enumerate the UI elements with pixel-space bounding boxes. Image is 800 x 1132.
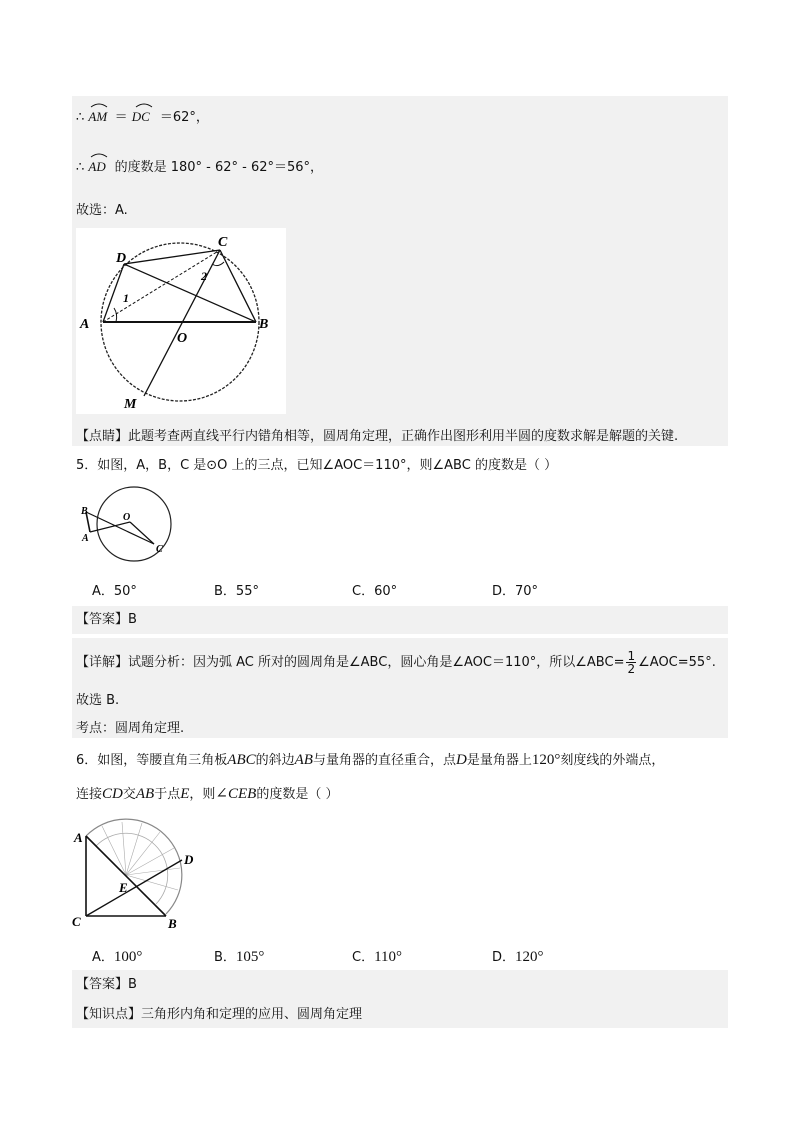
label-d: D: [116, 251, 127, 266]
segment-dc: [124, 250, 220, 264]
label-c: C: [218, 235, 228, 250]
q5-detail-pre: 【详解】试题分析：因为弧 AC 所对的圆周角是∠ABC，圆心角是∠AOC＝110°，所以∠ABC=: [76, 655, 625, 670]
q6-option-a[interactable]: [92, 946, 142, 966]
q6-stem-line-1: [76, 751, 664, 770]
arc-mark-icon: [135, 102, 153, 108]
q6-label-c: C: [72, 914, 81, 929]
circle-figure-prev: [76, 228, 286, 414]
option-letter: B．: [214, 950, 236, 965]
solution-line-2: [76, 158, 323, 177]
option-value: 105°: [235, 949, 265, 965]
q5-stem: 5．如图，A，B，C 是⊙O 上的三点，已知∠AOC＝110°，则∠ABC 的度数是（ ）: [76, 458, 558, 473]
q6-stem-text: 连接: [76, 787, 103, 802]
segment-db: [124, 264, 256, 322]
comment-line: 【点睛】此题考查两直线平行内错角相等，圆周角定理，正确作出图形利用半圆的度数求解是解题的关键.: [76, 429, 679, 444]
fraction-denominator: 2: [627, 662, 636, 676]
label-b: B: [259, 317, 269, 332]
arc-label-am: AM: [88, 109, 108, 124]
q6-math-cd: CD: [102, 786, 123, 802]
q5-detail: [76, 648, 716, 678]
option-letter: C．: [352, 950, 375, 965]
option-value: 100°: [113, 949, 143, 965]
q6-stem-text: 交: [122, 787, 136, 802]
q6-math-ceb: ∠CEB: [215, 786, 257, 802]
solution-line-1-tail: ＝62°，: [159, 110, 209, 125]
arc-label-ad: AD: [88, 159, 106, 174]
q6-segment-cd: [86, 860, 182, 916]
arc-mark-icon: [90, 102, 108, 108]
q6-math-120: 120°: [531, 752, 561, 768]
q5-option-b[interactable]: B．55°: [214, 584, 259, 599]
q6-math-ab: AB: [294, 752, 313, 768]
q5-segment-bc: [86, 512, 154, 544]
q5-label-c: C: [156, 544, 163, 555]
q6-label-e: E: [119, 880, 128, 895]
q6-figure: [72, 818, 202, 930]
q6-math-ab: AB: [135, 786, 155, 802]
solution-line-3: 故选：A.: [76, 203, 128, 218]
q5-answer: 【答案】B: [76, 612, 137, 627]
q6-answer: 【答案】B: [76, 977, 137, 992]
q6-label-b: B: [168, 916, 177, 930]
protractor-inner-arc: [96, 833, 168, 904]
solution-line-1: [76, 108, 209, 127]
label-angle-2: 2: [201, 269, 207, 283]
q6-label-a: A: [74, 830, 83, 845]
option-value: 110°: [374, 949, 403, 965]
q6-stem-text: 的斜边: [255, 753, 295, 768]
q6-option-c[interactable]: [352, 946, 402, 966]
equals-sign: ＝: [114, 110, 128, 125]
q5-label-b: B: [81, 506, 88, 517]
protractor-ticks: [102, 822, 180, 890]
q6-stem-line-2: [76, 785, 338, 804]
arc-mark-icon: [90, 152, 108, 158]
q6-math-d: D: [455, 752, 467, 768]
q5-figure: [78, 484, 186, 562]
solution-line-2-tail: 的度数是 180° - 62° - 62°＝56°，: [114, 160, 324, 175]
option-letter: D．: [492, 950, 516, 965]
q5-label-a: A: [82, 533, 89, 544]
therefore-symbol: ∴: [76, 110, 85, 125]
q6-math-abc: ABC: [227, 752, 256, 768]
q5-segment-oc: [130, 522, 154, 544]
protractor-outline: [86, 819, 182, 914]
q6-stem-text: 的度数是（ ）: [256, 787, 339, 802]
q6-label-d: D: [184, 852, 194, 867]
q5-option-d[interactable]: D．70°: [492, 584, 539, 599]
q6-option-d[interactable]: [492, 946, 544, 966]
label-m: M: [124, 397, 137, 412]
q6-math-e: E: [180, 786, 190, 802]
fraction-numerator: 1: [627, 649, 636, 663]
q6-stem-text: 刻度线的外端点，: [560, 753, 665, 768]
q5-kaodian: 考点：圆周角定理.: [76, 721, 185, 736]
q6-stem-text: 于点: [154, 787, 181, 802]
arc-label-dc: DC: [131, 109, 150, 124]
q5-option-a[interactable]: A．50°: [92, 584, 137, 599]
q6-stem-text: 6．如图，等腰直角三角板: [76, 753, 228, 768]
q6-stem-text: 是量角器上: [466, 753, 532, 768]
segment-cb: [220, 250, 256, 322]
label-o: O: [177, 331, 188, 346]
q6-option-b[interactable]: [214, 946, 264, 966]
q5-choose: 故选 B.: [76, 693, 120, 708]
therefore-symbol: ∴: [76, 160, 85, 175]
q6-stem-text: 与量角器的直径重合，点: [312, 753, 456, 768]
answer-shade-q5: [72, 606, 728, 634]
label-angle-1: 1: [123, 291, 129, 305]
option-letter: A．: [92, 950, 114, 965]
half-fraction: [626, 650, 636, 675]
q6-knowledge: 【知识点】三角形内角和定理的应用、圆周角定理: [76, 1007, 363, 1022]
option-value: 120°: [515, 949, 544, 965]
q5-detail-post: ∠AOC=55°.: [638, 655, 716, 670]
label-a: A: [80, 317, 90, 332]
q5-label-o: O: [123, 512, 131, 523]
q6-stem-text: ，则: [189, 787, 216, 802]
q5-option-c[interactable]: C．60°: [352, 584, 398, 599]
angle-1-arc: [114, 308, 117, 322]
